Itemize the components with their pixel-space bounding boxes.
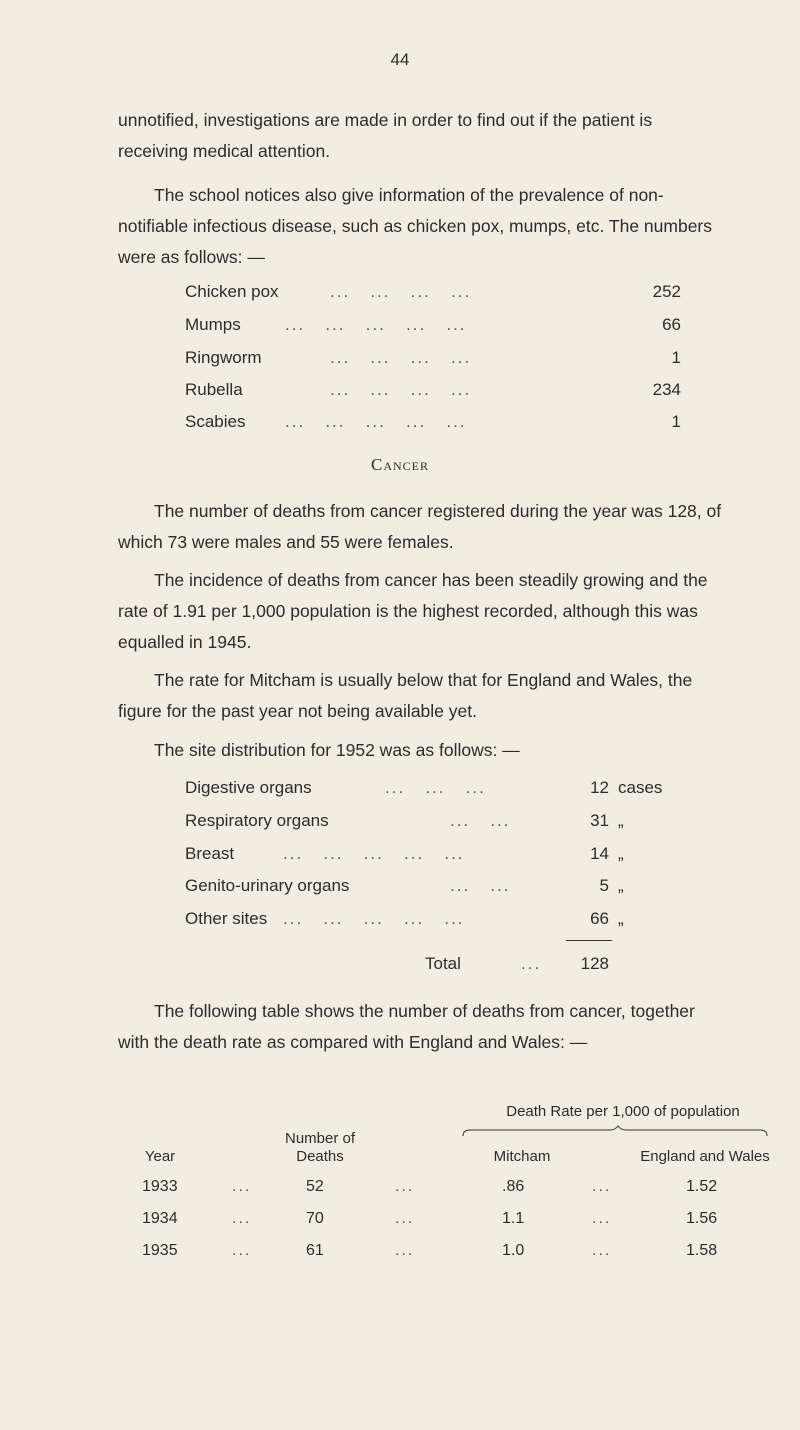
group-header: Death Rate per 1,000 of population (506, 1103, 740, 1120)
site-unit: „ (618, 811, 624, 830)
year-cell: 1934 (142, 1210, 178, 1227)
site-unit: „ (618, 844, 624, 863)
disease-name: Scabies (185, 412, 246, 431)
site-name: Digestive organs (185, 778, 312, 797)
brace-icon (460, 1125, 770, 1139)
site-unit: „ (618, 909, 624, 928)
site-name: Genito-urinary organs (185, 876, 350, 895)
leader-dots: ... (592, 1242, 612, 1259)
leader-dots: ... (232, 1178, 252, 1195)
leader-dots: ... (232, 1210, 252, 1227)
disease-count: 66 (662, 315, 681, 334)
site-unit: „ (618, 876, 624, 895)
paragraph-cancer-deaths: The number of deaths from cancer registered during the year was 128, of which 73 were males and 55 were females. (118, 501, 722, 552)
leader-dots: ... (232, 1242, 252, 1259)
deaths-header-line2: Deaths (296, 1148, 344, 1165)
leader-dots: ... ... (450, 811, 511, 830)
disease-count: 252 (652, 282, 681, 301)
england-cell: 1.58 (686, 1242, 718, 1259)
page-number: 44 (390, 50, 410, 69)
section-heading-cancer: Cancer (370, 455, 429, 474)
england-cell: 1.56 (686, 1210, 718, 1227)
paragraph-cancer-rate: The rate for Mitcham is usually below that for England and Wales, the figure for the past year not being available yet. (118, 670, 693, 721)
england-header: England and Wales (640, 1148, 770, 1165)
leader-dots: ... (395, 1242, 415, 1259)
paragraph-table-intro: The following table shows the number of deaths from cancer, together with the death rate as compared with England and Wales: — (118, 1001, 695, 1052)
disease-name: Chicken pox (185, 282, 279, 301)
leader-dots: ... ... ... ... ... (283, 909, 465, 928)
leader-dots: ... ... ... ... ... (283, 844, 465, 863)
disease-count: 234 (652, 380, 681, 399)
leader-dots: ... (395, 1178, 415, 1195)
leader-dots: ... ... ... ... (330, 348, 472, 367)
leader-dots: ... (592, 1210, 612, 1227)
leader-dots: ... ... ... ... (330, 282, 472, 301)
mitcham-cell: 1.1 (502, 1210, 525, 1227)
site-count: 31 (590, 811, 609, 830)
leader-dots: ... ... ... ... (330, 380, 472, 399)
leader-dots: ... (521, 954, 542, 973)
mitcham-cell: .86 (502, 1178, 525, 1195)
year-cell: 1933 (142, 1178, 178, 1195)
deaths-cell: 61 (306, 1242, 324, 1259)
disease-count: 1 (671, 348, 681, 367)
disease-count: 1 (671, 412, 681, 431)
paragraph-site-distribution: The site distribution for 1952 was as follows: — (154, 740, 520, 760)
deaths-cell: 70 (306, 1210, 324, 1227)
year-cell: 1935 (142, 1242, 178, 1259)
site-count: 66 (590, 909, 609, 928)
site-name: Breast (185, 844, 235, 863)
site-count: 12 (590, 778, 609, 797)
deaths-header-line1: Number of (284, 1130, 356, 1147)
site-unit: cases (618, 778, 663, 797)
site-name: Respiratory organs (185, 811, 329, 830)
leader-dots: ... ... (450, 876, 511, 895)
total-rule (566, 940, 612, 941)
paragraph-cancer-incidence: The incidence of deaths from cancer has been steadily growing and the rate of 1.91 per 1,000 population is the highest recorded, although this was equalled in 1945. (118, 570, 708, 652)
leader-dots: ... (395, 1210, 415, 1227)
mitcham-header: Mitcham (493, 1148, 551, 1165)
disease-name: Mumps (185, 315, 241, 334)
site-name: Other sites (185, 909, 268, 928)
disease-name: Ringworm (185, 348, 262, 367)
paragraph-intro: unnotified, investigations are made in order to find out if the patient is receiving medical attention. (118, 110, 653, 161)
site-count: 5 (599, 876, 609, 895)
disease-name: Rubella (185, 380, 243, 399)
england-cell: 1.52 (686, 1178, 718, 1195)
site-count: 14 (590, 844, 609, 863)
leader-dots: ... (592, 1178, 612, 1195)
total-label: Total (425, 954, 461, 973)
deaths-cell: 52 (306, 1178, 324, 1195)
leader-dots: ... ... ... ... ... (285, 412, 467, 431)
leader-dots: ... ... ... (385, 778, 486, 797)
leader-dots: ... ... ... ... ... (285, 315, 467, 334)
total-value: 128 (580, 954, 609, 973)
year-header: Year (144, 1148, 176, 1165)
mitcham-cell: 1.0 (502, 1242, 525, 1259)
paragraph-school-notices: The school notices also give information of the prevalence of non-notifiable infectious disease, such as chicken pox, mumps, etc. The numbers were as follows: — (118, 185, 713, 267)
